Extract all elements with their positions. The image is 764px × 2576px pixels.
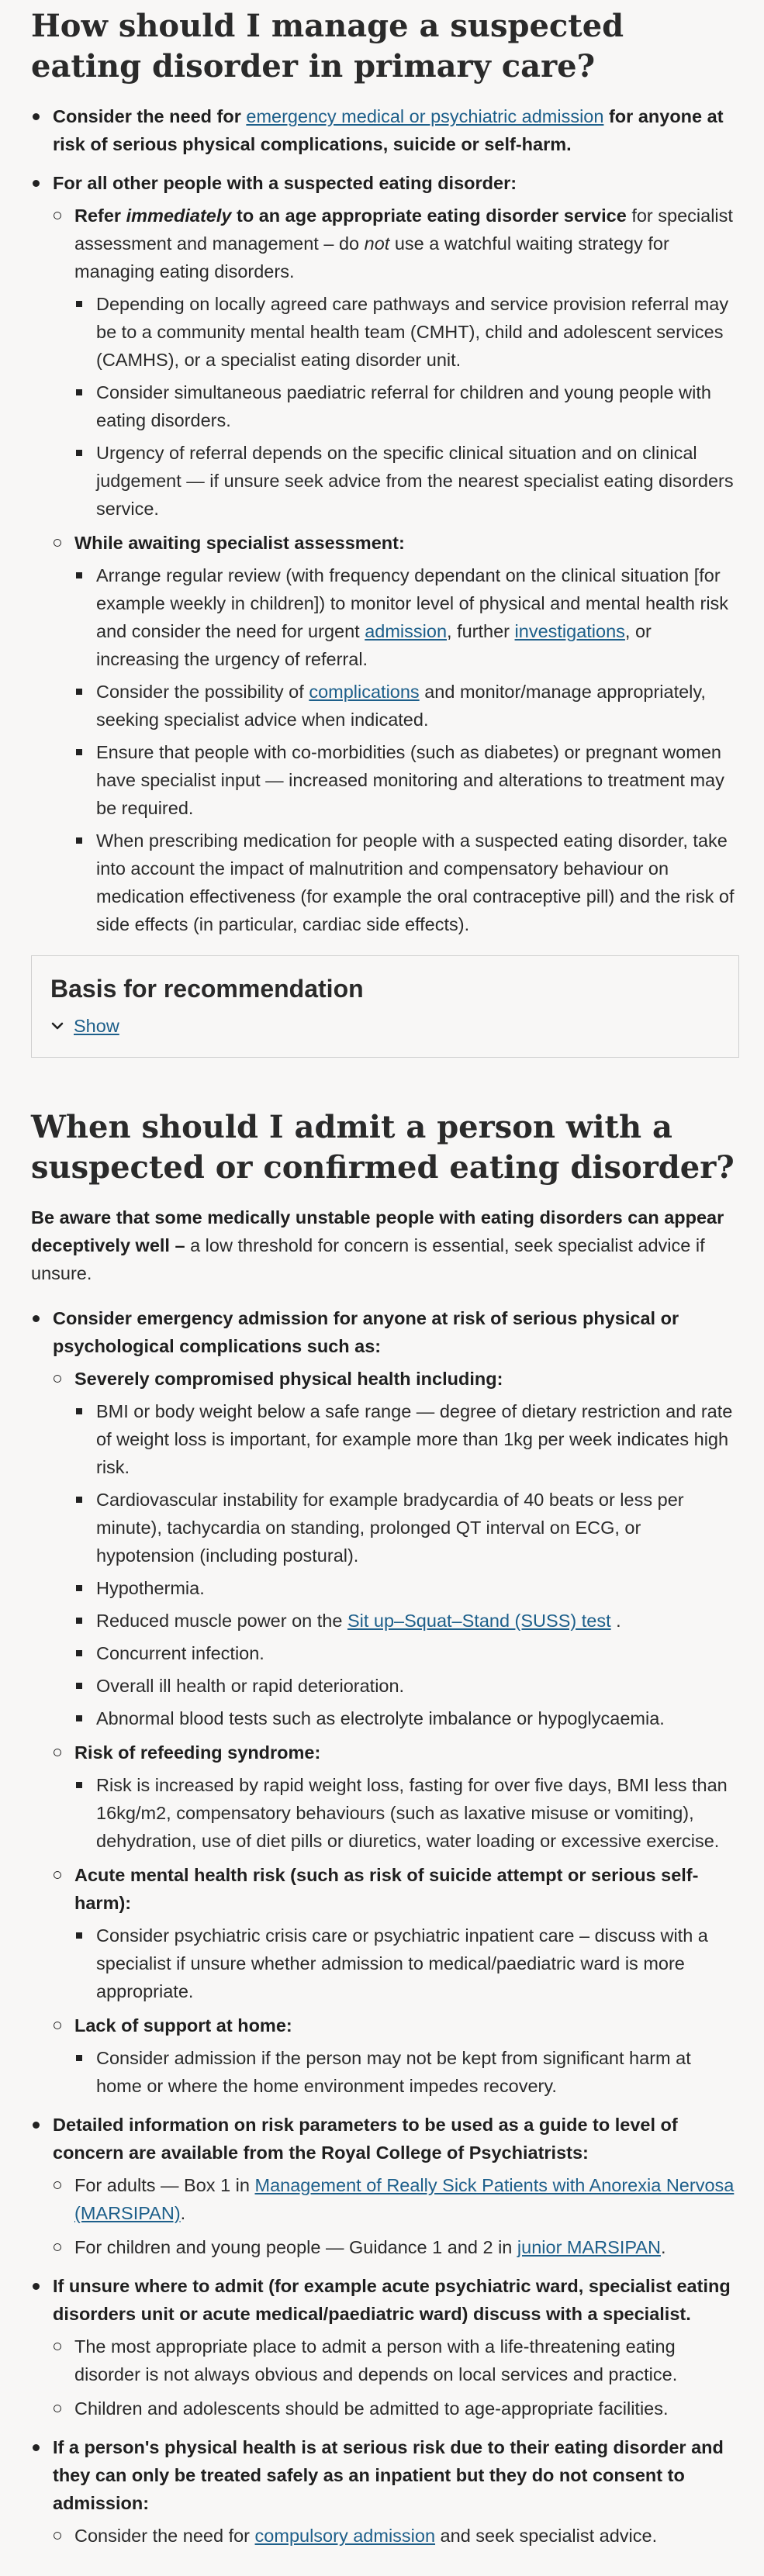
- investigations-link[interactable]: investigations: [514, 621, 625, 641]
- list-item-support: Lack of support at home: Consider admission if the person may not be kept from significant harm at home or where the home environment impedes recovery.: [53, 2011, 739, 2100]
- list-item-emergency-admission: Consider emergency admission for anyone at risk of serious physical or psychological complications such as: Severely compromised physical health including: BMI or body weight below a safe range — degree of dietary restriction and rate of weight loss is important, for example more than 1kg per week indicates high risk. Cardiovascular instability for example bradycardia of 40 beats or less per minute), tachycardia on standing, prolonged QT interval on ECG, or hypotension (including postural). Hypothermia. Reduced muscle power on the Sit up–Squat–Stand (SUSS) test . Concurrent infection. Overall ill health or rapid deterioration. Abnormal blood tests such as electrolyte imbalance or hypoglycaemia. Risk of refeeding syndrome: Risk is increased by rapid weight loss, fasting for over five days, BMI less than 16kg/m2, compensatory behaviours (such as laxative misuse or vomiting), dehydration, use of diet pills or diuretics, water loading or excessive exercise. Acute mental health risk (such as risk of suicide attempt or serious self-harm): Consider psychiatric crisis care or psychiatric inpatient care – discuss with a specialist if unsure whether admission to medical/paediatric ward is more appropriate. Lack of support at home: Consider admission if the person may not be kept from significant harm at home or where the home environment impedes recovery.: [31, 1304, 739, 2100]
- basis-for-recommendation-panel: [31, 955, 739, 1058]
- list-item-adults: For adults — Box 1 in Management of Really Sick Patients with Anorexia Nervosa (MARSIPAN).: [53, 2171, 739, 2227]
- list-item-care-pathways: Depending on locally agreed care pathways and service provision referral may be to a community mental health team (CMHT), child and adolescent services (CAMHS), or a specialist eating disorder unit.: [74, 290, 739, 374]
- list-item-blood-tests: Abnormal blood tests such as electrolyte imbalance or hypoglycaemia.: [74, 1704, 739, 1732]
- list-item-appropriate-place: The most appropriate place to admit a person with a life-threatening eating disorder is not always obvious and depends on local services and practice.: [53, 2333, 739, 2388]
- list-item-hypothermia: Hypothermia.: [74, 1574, 739, 1602]
- list-item-compulsory: Consider the need for compulsory admission and seek specialist advice.: [53, 2522, 739, 2550]
- admission-link[interactable]: admission: [365, 621, 448, 641]
- chevron-down-icon: [50, 1019, 64, 1033]
- list-item-awaiting: While awaiting specialist assessment: Arrange regular review (with frequency dependant on the clinical situation [for example weekly in children]) to monitor level of physical and mental health risk and consider the need for urgent admission, further investigations, or increasing the urgency of referral. Consider the possibility of complications and monitor/manage appropriately, seeking specialist advice when indicated. Ensure that people with co-morbidities (such as diabetes) or pregnant women have specialist input — increased monitoring and alterations to treatment may be required. When prescribing medication for people with a suspected eating disorder, take into account the impact of malnutrition and compensatory behaviour on medication effectiveness (for example the oral contraceptive pill) and the risk of side effects (in particular, cardiac side effects).: [53, 529, 739, 938]
- suss-test-link[interactable]: Sit up–Squat–Stand (SUSS) test: [347, 1611, 611, 1631]
- basis-title: Basis for recommendation: [50, 975, 364, 1003]
- list-item-home-admission: Consider admission if the person may not be kept from significant harm at home or where the home environment impedes recovery.: [74, 2044, 739, 2100]
- list-item-children: For children and young people — Guidance 1 and 2 in junior MARSIPAN.: [53, 2233, 739, 2261]
- list-item-paediatric-referral: Consider simultaneous paediatric referral for children and young people with eating disorders.: [74, 378, 739, 434]
- intro-paragraph: Be aware that some medically unstable people with eating disorders can appear deceptively well – a low threshold for concern is essential, seek specialist advice if unsure.: [31, 1207, 724, 1283]
- list-item-complications: Consider the possibility of complications and monitor/manage appropriately, seeking specialist advice when indicated.: [74, 678, 739, 734]
- list-item-other-people: For all other people with a suspected eating disorder: Refer immediately to an age appropriate eating disorder service for specialist assessment and management – do not use a watchful waiting strategy for managing eating disorders. Depending on locally agreed care pathways and service provision referral may be to a community mental health team (CMHT), child and adolescent services (CAMHS), or a specialist eating disorder unit. Consider simultaneous paediatric referral for children and young people with eating disorders. Urgency of referral depends on the specific clinical situation and on clinical judgement — if unsure seek advice from the nearest specialist eating disorders service. While awaiting specialist assessment: Arrange regular review (with frequency dependant on the clinical situation [for example weekly in children]) to monitor level of physical and mental health risk and consider the need for urgent admission, further investigations, or increasing the urgency of referral. Consider the possibility of complications and monitor/manage appropriately, seeking specialist advice when indicated. Ensure that people with co-morbidities (such as diabetes) or pregnant women have specialist input — increased monitoring and alterations to treatment may be required. When prescribing medication for people with a suspected eating disorder, take into account the impact of malnutrition and compensatory behaviour on medication effectiveness (for example the oral contraceptive pill) and the risk of side effects (in particular, cardiac side effects).: [31, 169, 739, 938]
- complications-link[interactable]: complications: [309, 682, 420, 702]
- list-item-ill-health: Overall ill health or rapid deterioration.: [74, 1672, 739, 1700]
- list-item-consent: If a person's physical health is at serious risk due to their eating disorder and they can only be treated safely as an inpatient but they do not consent to admission: Consider the need for compulsory admission and seek specialist advice.: [31, 2433, 739, 2550]
- show-link[interactable]: Show: [74, 1016, 119, 1036]
- list-item-bmi: BMI or body weight below a safe range — degree of dietary restriction and rate of weight loss is important, for example more than 1kg per week indicates high risk.: [74, 1397, 739, 1481]
- list-item-muscle-power: Reduced muscle power on the Sit up–Squat–Stand (SUSS) test .: [74, 1607, 739, 1635]
- list-item-crisis-care: Consider psychiatric crisis care or psychiatric inpatient care – discuss with a specialist if unsure whether admission to medical/paediatric ward is more appropriate.: [74, 1922, 739, 2005]
- marsipan-link[interactable]: Management of Really Sick Patients with Anorexia Nervosa (MARSIPAN): [74, 2175, 735, 2223]
- emergency-admission-link[interactable]: emergency medical or psychiatric admission: [246, 106, 604, 126]
- list-item-refeeding-risk: Risk is increased by rapid weight loss, fasting for over five days, BMI less than 16kg/m2, compensatory behaviours (such as laxative misuse or vomiting), dehydration, use of diet pills or diuretics, water loading or excessive exercise.: [74, 1771, 739, 1855]
- list-item-age-appropriate: Children and adolescents should be admitted to age-appropriate facilities.: [53, 2395, 739, 2422]
- list-item-infection: Concurrent infection.: [74, 1639, 739, 1667]
- section-heading-manage: How should I manage a suspected eating disorder in primary care?: [31, 8, 624, 85]
- list-item-mental-health: Acute mental health risk (such as risk of suicide attempt or serious self-harm): Consider psychiatric crisis care or psychiatric inpatient care – discuss with a specialist if unsure whether admission to medical/paediatric ward is more appropriate.: [53, 1861, 739, 2005]
- section-heading-admit: When should I admit a person with a suspected or confirmed eating disorder?: [31, 1109, 735, 1186]
- list-item-prescribing: When prescribing medication for people with a suspected eating disorder, take into account the impact of malnutrition and compensatory behaviour on medication effectiveness (for example the oral contraceptive pill) and the risk of side effects (in particular, cardiac side effects).: [74, 827, 739, 938]
- junior-marsipan-link[interactable]: junior MARSIPAN: [517, 2237, 661, 2257]
- list-item-emergency: Consider the need for emergency medical or psychiatric admission for anyone at risk of serious physical complications, suicide or self-harm.: [31, 102, 739, 158]
- list-item-detailed-info: Detailed information on risk parameters to be used as a guide to level of concern are available from the Royal College of Psychiatrists: For adults — Box 1 in Management of Really Sick Patients with Anorexia Nervosa (MARSIPAN). For children and young people — Guidance 1 and 2 in junior MARSIPAN.: [31, 2111, 739, 2261]
- list-item-unsure-where: If unsure where to admit (for example acute psychiatric ward, specialist eating disorders unit or acute medical/paediatric ward) discuss with a specialist. The most appropriate place to admit a person with a life-threatening eating disorder is not always obvious and depends on local services and practice. Children and adolescents should be admitted to age-appropriate facilities.: [31, 2272, 739, 2422]
- manage-list: [31, 102, 739, 938]
- list-item-physical-health: Severely compromised physical health including: BMI or body weight below a safe range — degree of dietary restriction and rate of weight loss is important, for example more than 1kg per week indicates high risk. Cardiovascular instability for example bradycardia of 40 beats or less per minute), tachycardia on standing, prolonged QT interval on ECG, or hypotension (including postural). Hypothermia. Reduced muscle power on the Sit up–Squat–Stand (SUSS) test . Concurrent infection. Overall ill health or rapid deterioration. Abnormal blood tests such as electrolyte imbalance or hypoglycaemia.: [53, 1365, 739, 1732]
- list-item-refer: Refer immediately to an age appropriate eating disorder service for specialist assessment and management – do not use a watchful waiting strategy for managing eating disorders. Depending on locally agreed care pathways and service provision referral may be to a community mental health team (CMHT), child and adolescent services (CAMHS), or a specialist eating disorder unit. Consider simultaneous paediatric referral for children and young people with eating disorders. Urgency of referral depends on the specific clinical situation and on clinical judgement — if unsure seek advice from the nearest specialist eating disorders service.: [53, 202, 739, 523]
- list-item-comorbidities: Ensure that people with co-morbidities (such as diabetes) or pregnant women have specialist input — increased monitoring and alterations to treatment may be required.: [74, 738, 739, 822]
- list-item-regular-review: Arrange regular review (with frequency dependant on the clinical situation [for example weekly in children]) to monitor level of physical and mental health risk and consider the need for urgent admission, further investigations, or increasing the urgency of referral.: [74, 561, 739, 673]
- list-item-refeeding: Risk of refeeding syndrome: Risk is increased by rapid weight loss, fasting for over five days, BMI less than 16kg/m2, compensatory behaviours (such as laxative misuse or vomiting), dehydration, use of diet pills or diuretics, water loading or excessive exercise.: [53, 1739, 739, 1855]
- admit-list: [31, 1304, 739, 2550]
- compulsory-admission-link[interactable]: compulsory admission: [254, 2526, 436, 2546]
- show-toggle[interactable]: [50, 1012, 720, 1040]
- list-item-urgency: Urgency of referral depends on the specific clinical situation and on clinical judgement — if unsure seek advice from the nearest specialist eating disorders service.: [74, 439, 739, 523]
- list-item-cardiovascular: Cardiovascular instability for example bradycardia of 40 beats or less per minute), tachycardia on standing, prolonged QT interval on ECG, or hypotension (including postural).: [74, 1486, 739, 1569]
